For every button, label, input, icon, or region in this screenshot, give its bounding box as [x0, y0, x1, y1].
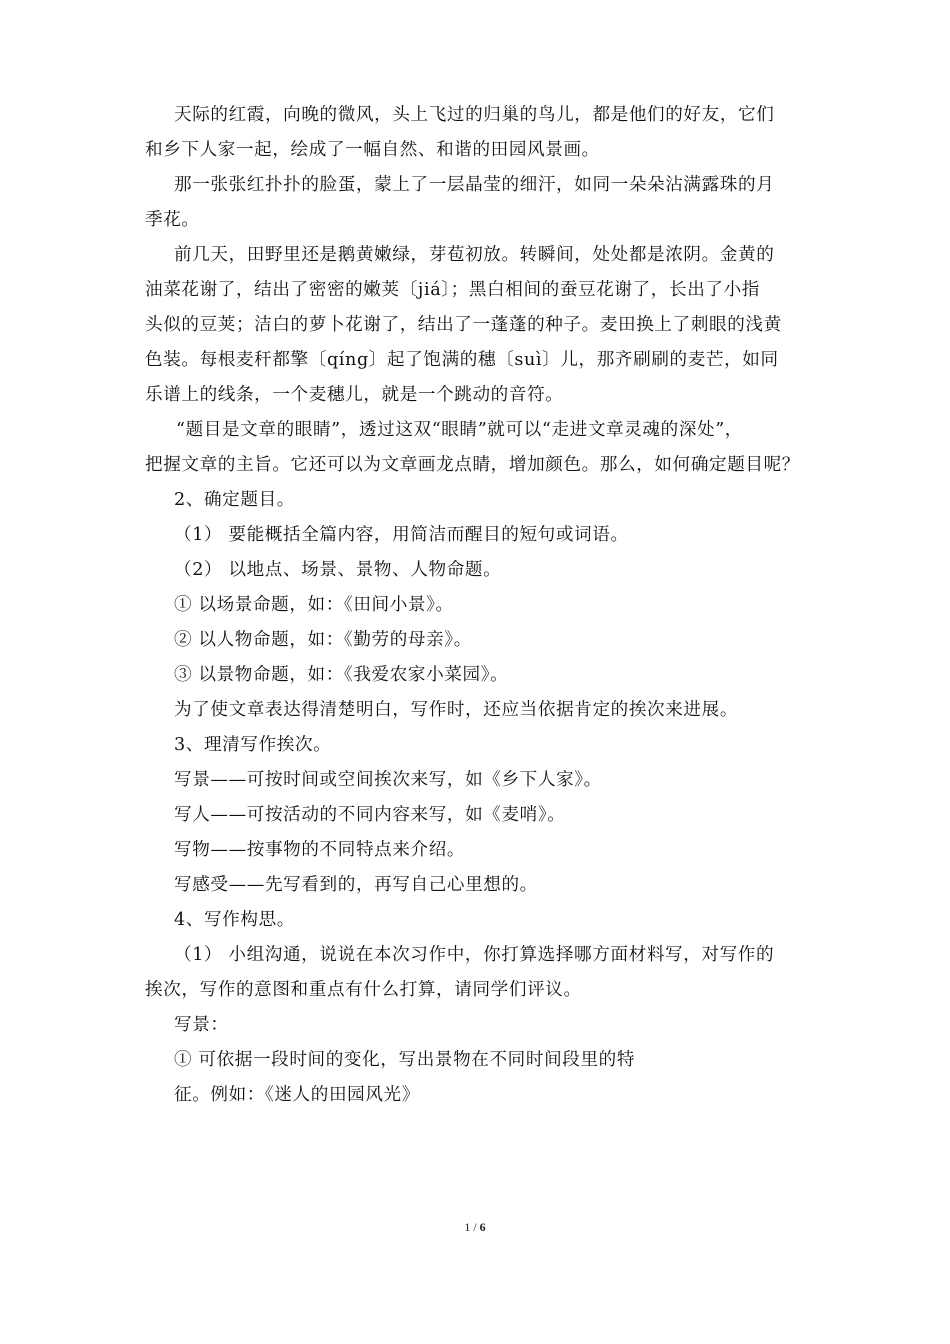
page-number-separator: /: [470, 1220, 480, 1234]
total-pages-number: 6: [479, 1220, 486, 1234]
section-heading: 4、写作构思。: [174, 910, 295, 930]
paragraph-line: 头似的豆荚；洁白的萝卜花谢了，结出了一蓬蓬的种子。麦田换上了刺眼的浅黄: [145, 315, 782, 335]
list-item: 征。例如：《迷人的田园风光》: [174, 1085, 420, 1105]
page-number: [0, 1220, 950, 1235]
paragraph-line: （1） 小组沟通，说说在本次习作中，你打算选择哪方面材料写，对写作的: [174, 945, 775, 965]
list-item: （1） 要能概括全篇内容，用简洁而醒目的短句或词语。: [174, 525, 629, 545]
list-item: 写感受——先写看到的，再写自己心里想的。: [174, 875, 538, 895]
paragraph-line: 把握文章的主旨。它还可以为文章画龙点睛，增加颜色。那么，如何确定题目呢？: [145, 455, 800, 475]
paragraph-line: 前几天，田野里还是鹅黄嫩绿，芽苞初放。转瞬间，处处都是浓阴。金黄的: [174, 245, 775, 265]
list-item: ① 以场景命题，如：《田间小景》。: [174, 595, 454, 615]
list-item: （2） 以地点、场景、景物、人物命题。: [174, 560, 502, 580]
paragraph-line: 为了使文章表达得清楚明白，写作时，还应当依据肯定的挨次来进展。: [174, 700, 739, 720]
list-item: ③ 以景物命题，如：《我爱农家小菜园》。: [174, 665, 509, 685]
paragraph-line: 挨次，写作的意图和重点有什么打算，请同学们评议。: [145, 980, 582, 1000]
paragraph-line: 天际的红霞，向晚的微风，头上飞过的归巢的鸟儿，都是他们的好友，它们: [174, 105, 775, 125]
paragraph-line: 写景：: [174, 1015, 229, 1035]
paragraph-line: 油菜花谢了，结出了密密的嫩荚〔jiá〕；黑白相间的蚕豆花谢了，长出了小指: [145, 280, 760, 300]
list-item: 写景——可按时间或空间挨次来写，如《乡下人家》。: [174, 770, 602, 790]
paragraph-line: 乐谱上的线条，一个麦穗儿，就是一个跳动的音符。: [145, 385, 564, 405]
list-item: ① 可依据一段时间的变化，写出景物在不同时间段里的特: [174, 1050, 636, 1070]
current-page-number: 1: [464, 1220, 471, 1234]
section-heading: 2、确定题目。: [174, 490, 295, 510]
paragraph-line: “题目是文章的眼睛”，透过这双“眼睛”就可以“走进文章灵魂的深处”，: [176, 420, 743, 440]
document-body: [145, 98, 815, 1113]
paragraph-line: 那一张张红扑扑的脸蛋，蒙上了一层晶莹的细汗，如同一朵朵沾满露珠的月: [174, 175, 775, 195]
list-item: 写物——按事物的不同特点来介绍。: [174, 840, 466, 860]
list-item: 写人——可按活动的不同内容来写，如《麦哨》。: [174, 805, 566, 825]
paragraph-line: 季花。: [145, 210, 200, 230]
section-heading: 3、理清写作挨次。: [174, 735, 332, 755]
paragraph-line: 色装。每根麦秆都擎〔qíng〕起了饱满的穗〔suì〕儿，那齐刷刷的麦芒，如同: [145, 350, 779, 370]
list-item: ② 以人物命题，如：《勤劳的母亲》。: [174, 630, 472, 650]
paragraph-line: 和乡下人家一起，绘成了一幅自然、和谐的田园风景画。: [145, 140, 600, 160]
